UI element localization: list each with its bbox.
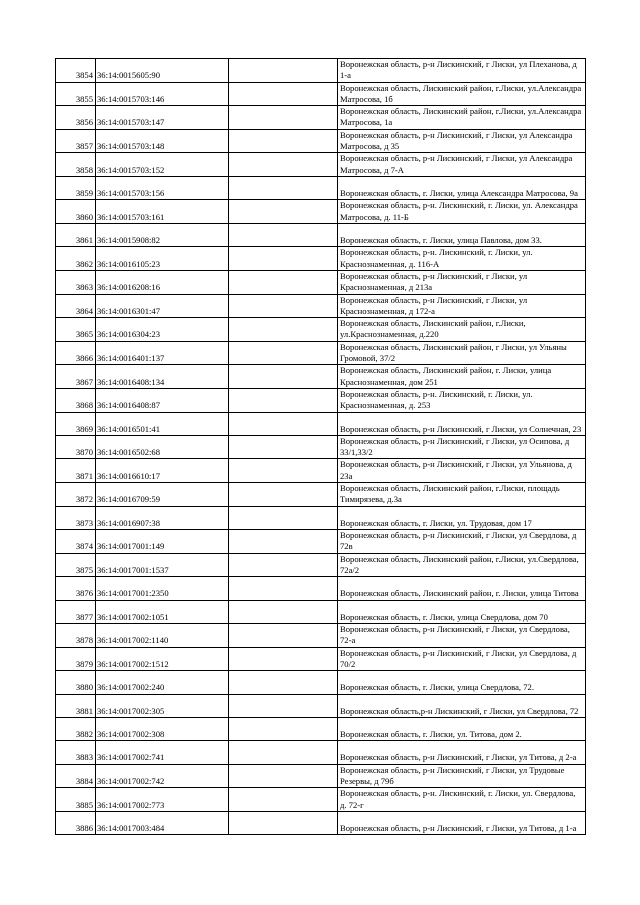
cadastral-table [55, 58, 586, 835]
row-number: 3879 [56, 647, 96, 671]
cadastral-number: 36:14:0016501:41 [96, 412, 229, 435]
row-number: 3869 [56, 412, 96, 435]
row-number: 3872 [56, 483, 96, 507]
cadastral-number: 36:14:0017002:1051 [96, 600, 229, 623]
address-cell: Воронежская область, Лискинский район, г Лиски, ул Ульяны Громовой, 37/2 [338, 341, 586, 365]
cadastral-number: 36:14:0015703:152 [96, 153, 229, 177]
row-number: 3868 [56, 388, 96, 412]
address-cell: Воронежская область, р-н Лискинский, г Лиски, ул Солнечная, 23 [338, 412, 586, 435]
table-row [56, 59, 586, 83]
cadastral-number: 36:14:0017001:149 [96, 530, 229, 554]
cadastral-number: 36:14:0017002:742 [96, 764, 229, 788]
table-row [56, 553, 586, 577]
table-row [56, 153, 586, 177]
row-number: 3865 [56, 318, 96, 342]
address-cell: Воронежская область, Лискинский район, г.Лиски, ул.Александра Матросова, 1б [338, 82, 586, 106]
address-cell: Воронежская область, р-н Лискинский, г Лиски, ул Александра Матросова, д 7-А [338, 153, 586, 177]
empty-cell [229, 647, 338, 671]
empty-cell [229, 294, 338, 318]
row-number: 3862 [56, 247, 96, 271]
cadastral-number: 36:14:0016105:23 [96, 247, 229, 271]
address-cell: Воронежская область, г. Лиски, ул. Трудовая, дом 17 [338, 506, 586, 529]
address-cell: Воронежская область, г. Лиски, улица Александра Матросова, 9а [338, 176, 586, 199]
table-row [56, 388, 586, 412]
empty-cell [229, 153, 338, 177]
address-cell: Воронежская область, р-н Лискинский, г Лиски, ул Осипова, д 33/1,33/2 [338, 435, 586, 459]
table-row [56, 506, 586, 529]
empty-cell [229, 811, 338, 834]
cadastral-number: 36:14:0016502:68 [96, 435, 229, 459]
row-number: 3866 [56, 341, 96, 365]
table-row [56, 811, 586, 834]
empty-cell [229, 106, 338, 130]
address-cell: Воронежская область, Лискинский район, г. Лиски, улица Краснознаменная, дом 251 [338, 365, 586, 389]
address-cell: Воронежская область, р-н Лискинский, г Лиски, ул Плеханова, д 1-а [338, 59, 586, 83]
address-cell: Воронежская область, Лискинский район, г.Лиски, ул.Свердлова, 72а/2 [338, 553, 586, 577]
empty-cell [229, 247, 338, 271]
empty-cell [229, 553, 338, 577]
cadastral-number: 36:14:0015703:147 [96, 106, 229, 130]
cadastral-number: 36:14:0015605:90 [96, 59, 229, 83]
address-cell: Воронежская область, г. Лиски, улица Свердлова, 72. [338, 671, 586, 694]
address-cell: Воронежская область, Лискинский район, г.Лиски, площадь Тимирязева, д.3а [338, 483, 586, 507]
row-number: 3882 [56, 718, 96, 741]
row-number: 3855 [56, 82, 96, 106]
table-row [56, 82, 586, 106]
empty-cell [229, 435, 338, 459]
address-cell: Воронежская область, р-н Лискинский, г Лиски, ул Александра Матросова, д 35 [338, 129, 586, 153]
address-cell: Воронежская область, Лискинский район, г.Лиски, ул.Александра Матросова, 1а [338, 106, 586, 130]
row-number: 3881 [56, 694, 96, 717]
table-row [56, 741, 586, 764]
empty-cell [229, 764, 338, 788]
empty-cell [229, 530, 338, 554]
cadastral-number: 36:14:0015703:146 [96, 82, 229, 106]
row-number: 3858 [56, 153, 96, 177]
cadastral-number: 36:14:0015703:156 [96, 176, 229, 199]
empty-cell [229, 365, 338, 389]
cadastral-number: 36:14:0017002:240 [96, 671, 229, 694]
address-cell: Воронежская область, р-н Лискинский, г Лиски, ул Свердлова, д 72в [338, 530, 586, 554]
table-row [56, 764, 586, 788]
empty-cell [229, 459, 338, 483]
empty-cell [229, 176, 338, 199]
cadastral-number: 36:14:0017002:308 [96, 718, 229, 741]
table-row [56, 365, 586, 389]
address-cell: Воронежская область, р-н Лискинский, г Лиски, ул Краснознаменная, д 213а [338, 270, 586, 294]
table-row [56, 647, 586, 671]
address-cell: Воронежская область,р-н Лискинский, г Лиски, ул Свердлова, 72 [338, 694, 586, 717]
empty-cell [229, 694, 338, 717]
row-number: 3863 [56, 270, 96, 294]
row-number: 3857 [56, 129, 96, 153]
row-number: 3878 [56, 624, 96, 648]
row-number: 3867 [56, 365, 96, 389]
table-body [56, 59, 586, 835]
empty-cell [229, 624, 338, 648]
cadastral-number: 36:14:0017002:305 [96, 694, 229, 717]
row-number: 3876 [56, 577, 96, 600]
cadastral-number: 36:14:0016709:59 [96, 483, 229, 507]
row-number: 3864 [56, 294, 96, 318]
table-row [56, 318, 586, 342]
row-number: 3856 [56, 106, 96, 130]
cadastral-number: 36:14:0016408:87 [96, 388, 229, 412]
table-row [56, 671, 586, 694]
cadastral-number: 36:14:0016610:17 [96, 459, 229, 483]
empty-cell [229, 577, 338, 600]
row-number: 3859 [56, 176, 96, 199]
cadastral-number: 36:14:0017002:741 [96, 741, 229, 764]
cadastral-number: 36:14:0017002:1140 [96, 624, 229, 648]
address-cell: Воронежская область, р-н. Лискинский, г. Лиски, ул. Краснознаменная, д. 116-А [338, 247, 586, 271]
row-number: 3877 [56, 600, 96, 623]
empty-cell [229, 270, 338, 294]
cadastral-number: 36:14:0016304:23 [96, 318, 229, 342]
cadastral-number: 36:14:0017002:1512 [96, 647, 229, 671]
address-cell: Воронежская область, г. Лиски, улица Павлова, дом 33. [338, 223, 586, 246]
row-number: 3871 [56, 459, 96, 483]
cadastral-number: 36:14:0017001:1537 [96, 553, 229, 577]
table-row [56, 600, 586, 623]
address-cell: Воронежская область, р-н Лискинский, г Лиски, ул Титова, д 1-а [338, 811, 586, 834]
cadastral-number: 36:14:0015703:148 [96, 129, 229, 153]
table-row [56, 412, 586, 435]
table-row [56, 294, 586, 318]
table-row [56, 176, 586, 199]
table-row [56, 129, 586, 153]
cadastral-number: 36:14:0016401:137 [96, 341, 229, 365]
row-number: 3886 [56, 811, 96, 834]
empty-cell [229, 741, 338, 764]
row-number: 3860 [56, 200, 96, 224]
document-page [55, 58, 585, 835]
address-cell: Воронежская область, р-н. Лискинский, г. Лиски, ул. Свердлова, д. 72-г [338, 788, 586, 812]
address-cell: Воронежская область, р-н Лискинский, г Лиски, ул Свердлова, д 70/2 [338, 647, 586, 671]
table-row [56, 223, 586, 246]
address-cell: Воронежская область, р-н Лискинский, г Лиски, ул Свердлова, 72-а [338, 624, 586, 648]
table-row [56, 718, 586, 741]
table-row [56, 624, 586, 648]
address-cell: Воронежская область, г. Лиски, улица Свердлова, дом 70 [338, 600, 586, 623]
row-number: 3861 [56, 223, 96, 246]
cadastral-number: 36:14:0017003:484 [96, 811, 229, 834]
cadastral-number: 36:14:0016301:47 [96, 294, 229, 318]
table-row [56, 270, 586, 294]
cadastral-number: 36:14:0017001:2350 [96, 577, 229, 600]
row-number: 3884 [56, 764, 96, 788]
empty-cell [229, 59, 338, 83]
address-cell: Воронежская область, р-н. Лискинский, г. Лиски, ул. Краснознаменная, д. 253 [338, 388, 586, 412]
cadastral-number: 36:14:0016408:134 [96, 365, 229, 389]
empty-cell [229, 600, 338, 623]
empty-cell [229, 318, 338, 342]
table-row [56, 435, 586, 459]
cadastral-number: 36:14:0015908:82 [96, 223, 229, 246]
row-number: 3885 [56, 788, 96, 812]
table-row [56, 483, 586, 507]
empty-cell [229, 412, 338, 435]
empty-cell [229, 788, 338, 812]
row-number: 3870 [56, 435, 96, 459]
cadastral-number: 36:14:0015703:161 [96, 200, 229, 224]
table-row [56, 200, 586, 224]
row-number: 3875 [56, 553, 96, 577]
address-cell: Воронежская область, г. Лиски, ул. Титова, дом 2. [338, 718, 586, 741]
empty-cell [229, 200, 338, 224]
empty-cell [229, 388, 338, 412]
table-row [56, 106, 586, 130]
cadastral-number: 36:14:0017002:773 [96, 788, 229, 812]
address-cell: Воронежская область, р-н Лискинский, г Лиски, ул Краснознаменная, д 172-а [338, 294, 586, 318]
table-row [56, 577, 586, 600]
cadastral-number: 36:14:0016907:38 [96, 506, 229, 529]
empty-cell [229, 129, 338, 153]
empty-cell [229, 483, 338, 507]
row-number: 3883 [56, 741, 96, 764]
row-number: 3874 [56, 530, 96, 554]
table-row [56, 341, 586, 365]
empty-cell [229, 671, 338, 694]
address-cell: Воронежская область, р-н. Лискинский, г. Лиски, ул. Александра Матросова, д. 11-Б [338, 200, 586, 224]
address-cell: Воронежская область, р-н Лискинский, г Лиски, ул Ульянова, д 23а [338, 459, 586, 483]
empty-cell [229, 82, 338, 106]
empty-cell [229, 223, 338, 246]
table-row [56, 788, 586, 812]
table-row [56, 459, 586, 483]
table-row [56, 247, 586, 271]
row-number: 3854 [56, 59, 96, 83]
address-cell: Воронежская область, р-н Лискинский, г Лиски, ул Титова, д 2-а [338, 741, 586, 764]
empty-cell [229, 718, 338, 741]
table-row [56, 694, 586, 717]
empty-cell [229, 506, 338, 529]
address-cell: Воронежская область, Лискинский район, г.Лиски, ул.Краснознаменная, д.220 [338, 318, 586, 342]
row-number: 3880 [56, 671, 96, 694]
address-cell: Воронежская область, Лискинский район, г. Лиски, улица Титова [338, 577, 586, 600]
table-row [56, 530, 586, 554]
row-number: 3873 [56, 506, 96, 529]
address-cell: Воронежская область, р-н Лискинский, г Лиски, ул Трудовые Резервы, д 79б [338, 764, 586, 788]
empty-cell [229, 341, 338, 365]
cadastral-number: 36:14:0016208:16 [96, 270, 229, 294]
